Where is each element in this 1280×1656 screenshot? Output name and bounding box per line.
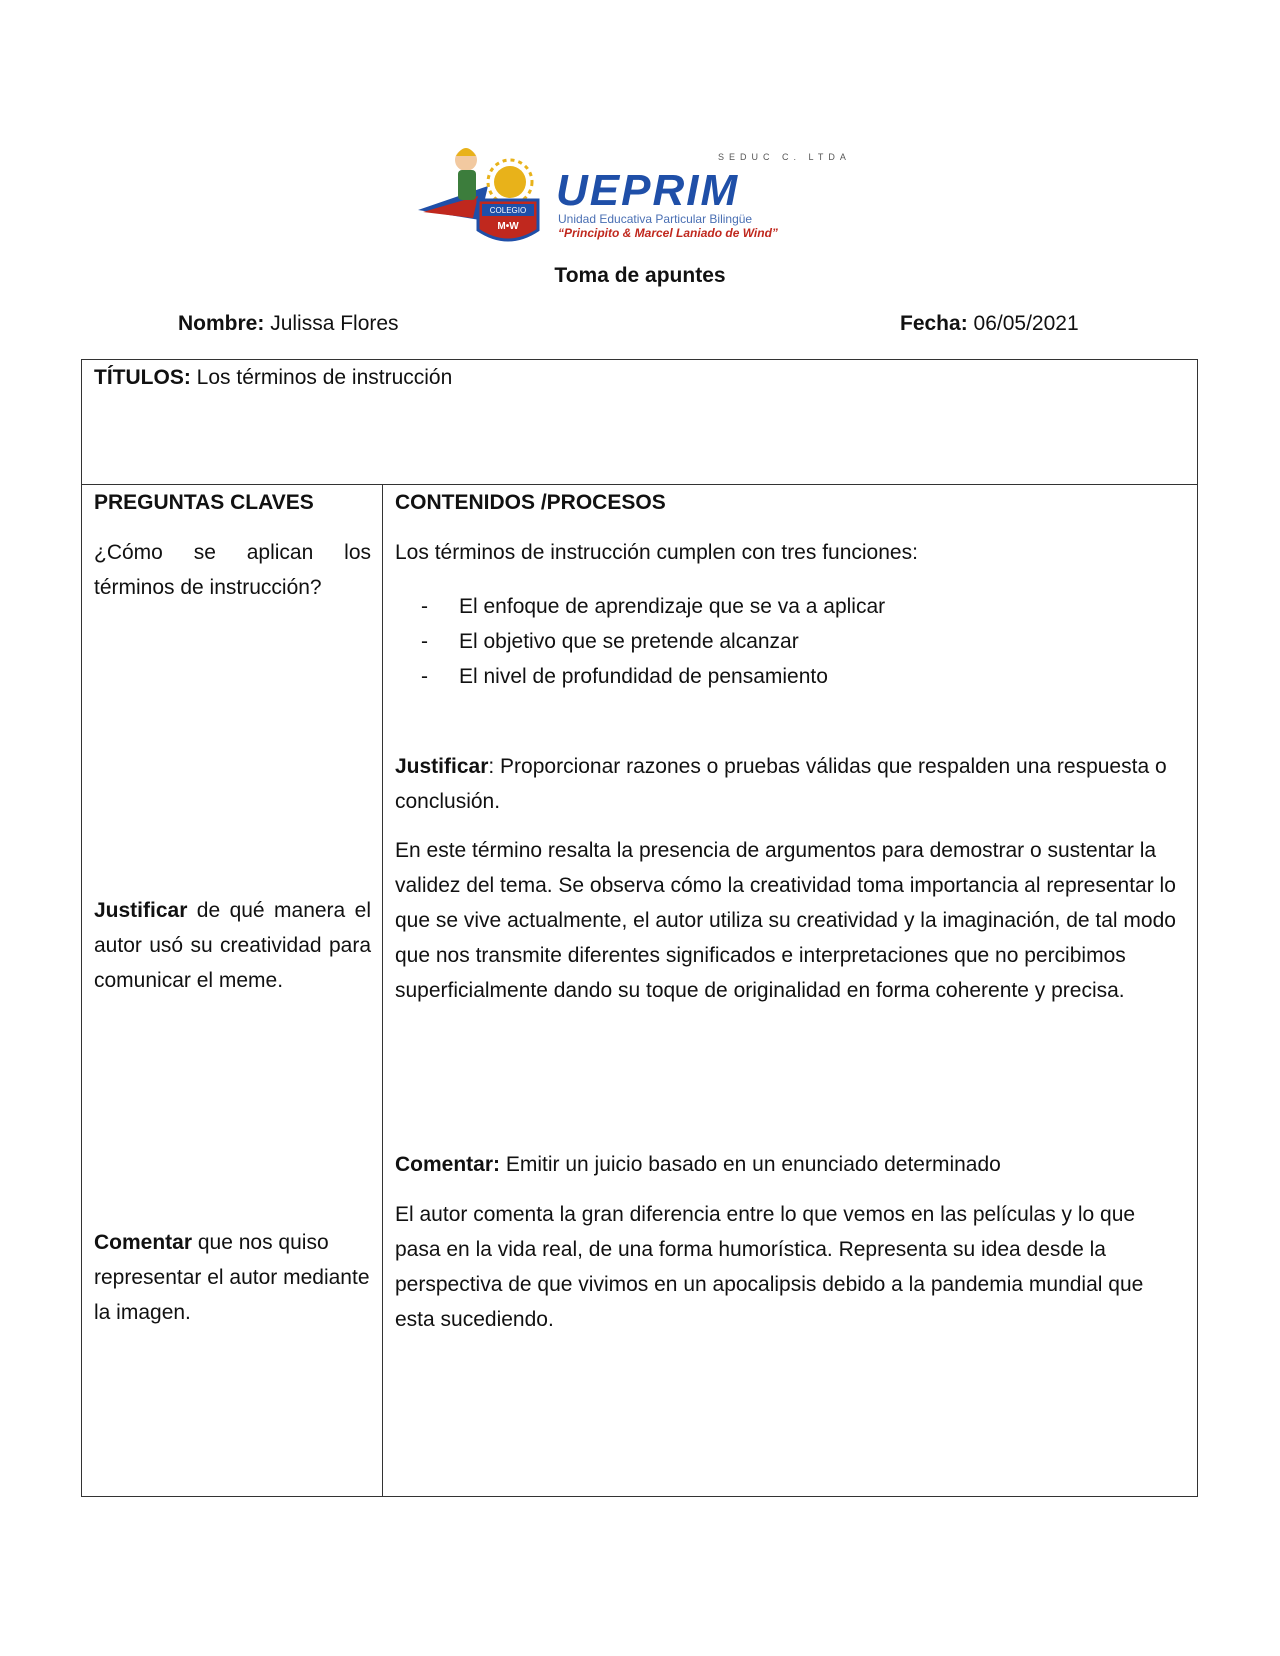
question-2-text: de qué manera el autor usó su creatividad para comunicar el meme.	[94, 899, 371, 992]
functions-list	[421, 589, 885, 694]
logo-name: UEPRIM	[556, 166, 740, 215]
titles-value: Los términos de instrucción	[196, 366, 453, 389]
key-questions-column	[82, 485, 383, 1496]
name-value: Julissa Flores	[270, 312, 399, 335]
question-3	[94, 1225, 371, 1330]
question-3-text: que nos quiso representar el autor mediante la imagen.	[94, 1231, 370, 1324]
justificar-definition	[395, 749, 1185, 819]
date-field	[900, 312, 1079, 336]
name-field	[178, 312, 399, 336]
justificar-def-text: : Proporcionar razones o pruebas válidas que respalden una respuesta o conclusión.	[395, 755, 1167, 813]
comentar-def-text: Emitir un juicio basado en un enunciado determinado	[500, 1153, 1001, 1176]
question-1: ¿Cómo se aplican los términos de instrucción?	[94, 541, 371, 599]
comentar-definition	[395, 1147, 1185, 1182]
list-item: - El nivel de profundidad de pensamiento	[421, 665, 828, 688]
comentar-paragraph: El autor comenta la gran diferencia entre lo que vemos en las películas y lo que pasa en la vida real, de una forma humorística. Representa su idea desde la perspectiva de que vivimos en un apocalipsis debido a la pandemia mundial que esta sucediendo.	[395, 1203, 1144, 1331]
contents-header: CONTENIDOS /PROCESOS	[395, 491, 666, 514]
date-value: 06/05/2021	[973, 312, 1079, 335]
logo-line-1: Unidad Educativa Particular Bilingüe	[558, 212, 753, 226]
list-item: - El objetivo que se pretende alcanzar	[421, 630, 799, 653]
school-logo	[418, 138, 858, 250]
question-2-bold: Justificar	[94, 899, 188, 922]
list-item: - El enfoque de aprendizaje que se va a aplicar	[421, 595, 886, 618]
titles-cell	[82, 360, 1197, 485]
date-label: Fecha:	[900, 312, 968, 335]
question-2	[94, 893, 371, 998]
badge-initials: M•W	[497, 221, 519, 232]
notes-table	[81, 359, 1198, 1497]
document-title: Toma de apuntes	[554, 264, 726, 287]
badge-text: COLEGIO	[489, 206, 527, 215]
name-label: Nombre:	[178, 312, 265, 335]
contents-column	[383, 485, 1197, 1496]
justificar-term: Justificar	[395, 755, 489, 778]
key-questions-header: PREGUNTAS CLAVES	[94, 491, 314, 514]
intro-text: Los términos de instrucción cumplen con tres funciones:	[395, 541, 918, 564]
justificar-paragraph: En este término resalta la presencia de argumentos para demostrar o sustentar la validez del tema. Se observa cómo la creatividad toma importancia al representar lo que se vive actualmente, el autor utiliza su creatividad y la imaginación, de tal modo que nos transmite diferentes significados e interpretaciones que no percibimos superficialmente dando su toque de originalidad en forma coherente y precisa.	[395, 839, 1176, 1002]
comentar-term: Comentar:	[395, 1153, 501, 1176]
question-3-bold: Comentar	[94, 1231, 193, 1254]
logo-org-top: SEDUC C. LTDA	[718, 152, 851, 162]
titles-label: TÍTULOS:	[94, 366, 191, 389]
logo-line-2: “Principito & Marcel Laniado de Wind”	[558, 226, 778, 240]
